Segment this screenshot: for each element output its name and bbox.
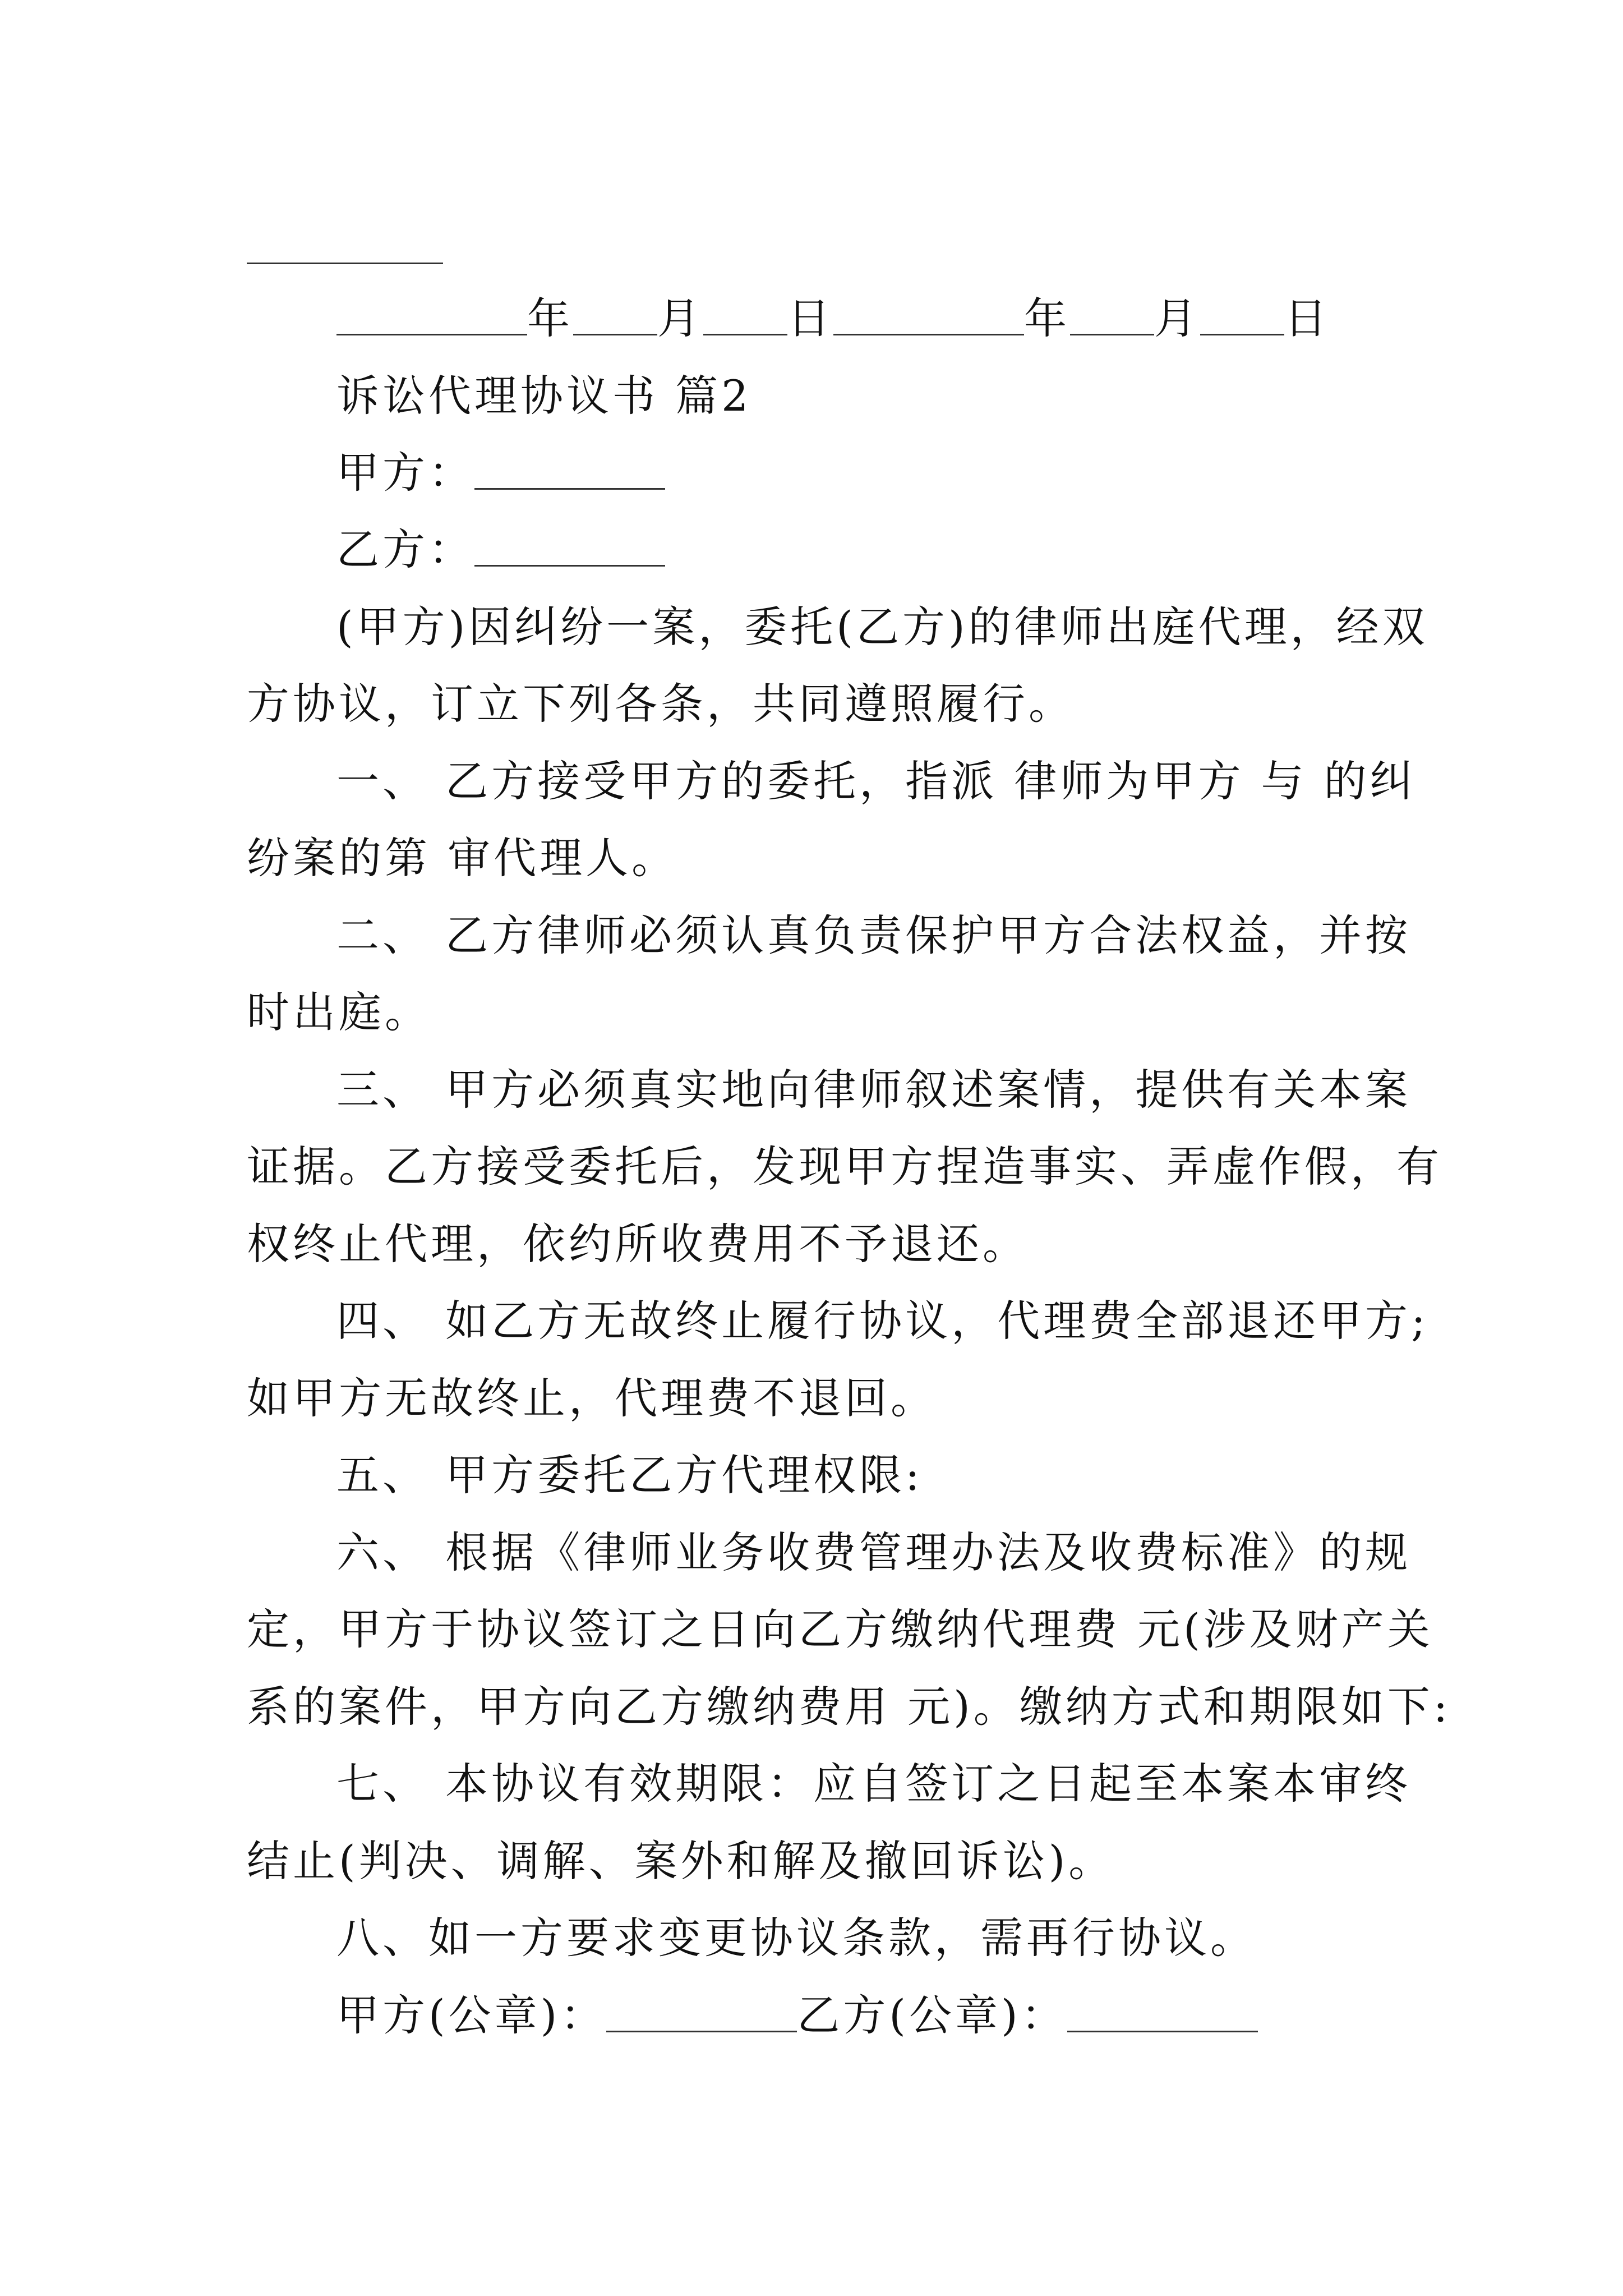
party-b-label: 乙方： bbox=[336, 524, 474, 574]
month-label: 月 bbox=[657, 293, 703, 343]
clause-6: 六、 根据《律师业务收费管理办法及收费标准》的规 bbox=[336, 1527, 1412, 1577]
party-a-seal-label: 甲方(公章)： bbox=[336, 1990, 607, 2040]
body-line: 纷案的第 审代理人。 bbox=[247, 833, 678, 883]
party-b-line bbox=[336, 524, 665, 574]
blank-line bbox=[1067, 2031, 1258, 2032]
blank-line bbox=[1200, 334, 1284, 335]
blank-line bbox=[474, 488, 665, 490]
body-line: 权终止代理，依约所收费用不予退还。 bbox=[247, 1219, 1029, 1269]
blank-line bbox=[606, 2031, 797, 2032]
body-line: 结止(判决、调解、案外和解及撤回诉讼)。 bbox=[247, 1836, 1115, 1886]
signature-line bbox=[336, 1990, 1258, 2040]
day-label: 日 bbox=[1284, 293, 1330, 343]
date-line bbox=[336, 293, 1330, 343]
body-line: 定，甲方于协议签订之日向乙方缴纳代理费 元(涉及财产关 bbox=[247, 1604, 1433, 1654]
blank-line bbox=[703, 334, 787, 335]
top-blank-line bbox=[247, 263, 443, 264]
clause-1: 一、 乙方接受甲方的委托，指派 律师为甲方 与 的纠 bbox=[336, 756, 1416, 806]
clause-2: 二、 乙方律师必须认真负责保护甲方合法权益，并按 bbox=[336, 910, 1412, 960]
blank-line bbox=[1070, 334, 1154, 335]
body-line: 方协议，订立下列各条，共同遵照履行。 bbox=[247, 679, 1075, 729]
party-b-seal-label: 乙方(公章)： bbox=[797, 1990, 1067, 2040]
year-label: 年 bbox=[1024, 293, 1070, 343]
body-line: 证据。乙方接受委托后，发现甲方捏造事实、弄虚作假，有 bbox=[247, 1142, 1442, 1191]
blank-line bbox=[573, 334, 657, 335]
body-line: 系的案件，甲方向乙方缴纳费用 元)。缴纳方式和期限如下: bbox=[247, 1682, 1451, 1732]
body-line: (甲方)因纠纷一案，委托(乙方)的律师出庭代理，经双 bbox=[336, 602, 1428, 652]
party-a-line bbox=[336, 448, 665, 498]
clause-3: 三、 甲方必须真实地向律师叙述案情，提供有关本案 bbox=[336, 1065, 1412, 1115]
day-label: 日 bbox=[787, 293, 833, 343]
clause-8: 八、如一方要求变更协议条款，需再行协议。 bbox=[336, 1913, 1256, 1963]
body-line: 如甲方无故终止，代理费不退回。 bbox=[247, 1373, 937, 1423]
blank-line bbox=[474, 565, 665, 567]
blank-line bbox=[336, 334, 527, 335]
month-label: 月 bbox=[1154, 293, 1200, 343]
clause-4: 四、 如乙方无故终止履行协议，代理费全部退还甲方; bbox=[336, 1296, 1429, 1346]
clause-7: 七、 本协议有效期限：应自签订之日起至本案本审终 bbox=[336, 1759, 1412, 1809]
year-label: 年 bbox=[527, 293, 573, 343]
body-line: 时出庭。 bbox=[247, 987, 431, 1037]
blank-line bbox=[833, 334, 1024, 335]
party-a-label: 甲方： bbox=[336, 448, 474, 498]
clause-5: 五、 甲方委托乙方代理权限: bbox=[336, 1450, 923, 1500]
document-title: 诉讼代理协议书 篇2 bbox=[336, 371, 752, 421]
